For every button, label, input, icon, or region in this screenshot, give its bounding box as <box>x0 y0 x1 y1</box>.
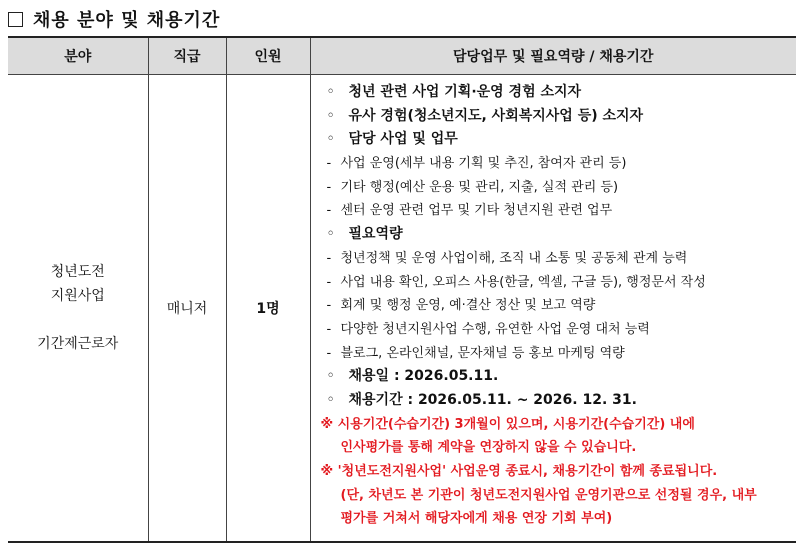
bullet-icon: ◦ <box>326 391 335 408</box>
bullet-icon: ◦ <box>326 368 335 385</box>
probation-note-cont: 인사평가를 통해 계약을 연장하지 않을 수 있습니다. <box>340 440 637 456</box>
dash-icon: - <box>326 250 332 266</box>
competency-item: - 블로그, 온라인채널, 문자채널 등 홍보 마케팅 역량 <box>321 342 791 366</box>
dash-icon: - <box>326 203 332 219</box>
count-cell: 1명 <box>226 75 310 543</box>
extension-note-cont: 평가를 거쳐서 해당자에게 채용 연장 기회 부여) <box>340 511 613 527</box>
competency-item: - 사업 내용 확인, 오피스 사용(한글, 엑셀, 구글 등), 행정문서 작성 <box>321 271 791 295</box>
competency-title: ◦ 필요역량 <box>321 223 791 247</box>
dash-icon: - <box>326 345 332 361</box>
competency-item: - 회계 및 행정 운영, 예·결산 정산 및 보고 역량 <box>321 294 791 318</box>
hire-date: ◦ 채용일 : 2026.05.11. <box>321 365 791 389</box>
task-item: - 센터 운영 관련 업무 및 기타 청년지원 관련 업무 <box>321 199 791 223</box>
task-item: - 기타 행정(예산 운용 및 관리, 지출, 실적 관리 등) <box>321 176 791 200</box>
termination-note: ※ '청년도전지원사업' 사업운영 종료시, 채용기간이 함께 종료됩니다. <box>320 464 718 479</box>
requirement-item: ◦ 청년 관련 사업 기획·운영 경험 소지자 <box>321 81 791 105</box>
table-header-row <box>8 37 796 75</box>
header-field: 분야 <box>8 37 148 75</box>
dash-icon: - <box>326 179 332 195</box>
field-cell <box>8 75 148 543</box>
competency-item: - 청년정책 및 운영 사업이해, 조직 내 소통 및 공동체 관계 능력 <box>321 247 791 271</box>
employment-period: ◦ 채용기간 : 2026.05.11. ~ 2026. 12. 31. <box>321 389 791 413</box>
field-line: 기간제근로자 <box>37 336 119 353</box>
section-heading <box>8 4 220 34</box>
table-row <box>8 75 796 543</box>
dash-icon: - <box>326 321 332 337</box>
probation-note: ※ 시용기간(수습기간) 3개월이 있으며, 시용기간(수습기간) 내에 <box>320 416 695 432</box>
rank-cell: 매니저 <box>148 75 226 543</box>
duties-cell <box>310 75 796 543</box>
extension-note: (단, 차년도 본 기관이 청년도전지원사업 운영기관으로 선정될 경우, 내부 <box>340 487 757 503</box>
dash-icon: - <box>326 274 332 290</box>
header-duties: 담당업무 및 필요역량 / 채용기간 <box>310 37 796 75</box>
header-count: 인원 <box>226 37 310 75</box>
header-rank: 직급 <box>148 37 226 75</box>
bullet-icon: ◦ <box>326 226 335 243</box>
recruitment-table <box>8 36 796 543</box>
competency-item: - 다양한 청년지원사업 수행, 유연한 사업 운영 대처 능력 <box>321 318 791 342</box>
dash-icon: - <box>326 156 332 172</box>
bullet-icon: ◦ <box>326 84 335 100</box>
field-line: 지원사업 <box>50 288 105 305</box>
section-title: 채용 분야 및 채용기간 <box>33 10 221 31</box>
bullet-icon: ◦ <box>326 131 335 148</box>
tasks-title: ◦ 담당 사업 및 업무 <box>321 128 791 152</box>
requirement-item: ◦ 유사 경험(청소년지도, 사회복지사업 등) 소지자 <box>321 105 791 129</box>
task-item: - 사업 운영(세부 내용 기획 및 추진, 참여자 관리 등) <box>321 152 791 176</box>
bullet-icon: ◦ <box>326 107 335 124</box>
checkbox-icon <box>8 12 23 27</box>
field-line: 청년도전 <box>50 264 105 281</box>
dash-icon: - <box>326 298 332 314</box>
